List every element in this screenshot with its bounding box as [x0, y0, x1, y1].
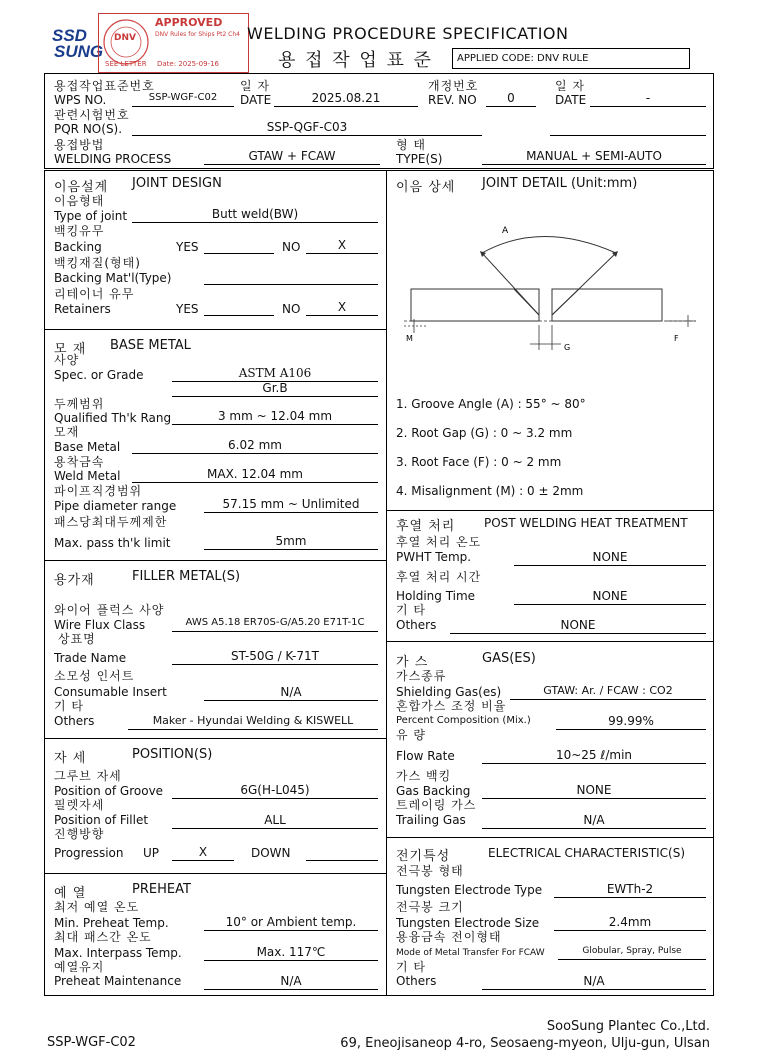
thickness-label-ko: 두께범위 — [54, 397, 105, 411]
stamp-date: Date: 2025-09-16 — [157, 60, 219, 68]
spec-value-1: ASTM A106 — [172, 366, 378, 382]
label-m: M — [406, 334, 413, 343]
label-g: G — [564, 343, 571, 352]
label-a: A — [502, 226, 509, 236]
pwht-temp-label: PWHT Temp. — [396, 550, 472, 564]
stamp-dnv: DNV — [114, 33, 136, 43]
backing-yes-label: YES — [176, 240, 199, 254]
pwht-others-label: Others — [396, 618, 437, 632]
pwht-heading: POST WELDING HEAT TREATMENT — [484, 516, 688, 530]
stamp-see-letter: SEE LETTER — [105, 60, 147, 68]
gas-heading-ko: 가 스 — [396, 655, 429, 670]
electrical-heading-ko: 전기특성 — [396, 849, 451, 864]
divider-left-3 — [44, 738, 386, 739]
weld-metal-label: Weld Metal — [54, 469, 121, 483]
joint-detail-heading: JOINT DETAIL (Unit:mm) — [482, 176, 638, 191]
retainers-yes-label: YES — [176, 302, 199, 316]
rev-no-label-ko: 개정번호 — [428, 79, 479, 93]
fillet-position-label-ko: 필렛자세 — [54, 798, 105, 812]
footer-address: 69, Eneojisaneop 4-ro, Seosaeng-myeon, Ulju-gun, Ulsan — [340, 1036, 710, 1051]
percent-comp-value: 99.99% — [556, 714, 706, 730]
process-value: GTAW + FCAW — [204, 149, 380, 165]
min-preheat-label-ko: 최저 예열 온도 — [54, 900, 140, 914]
divider-right-1 — [386, 510, 714, 511]
backing-yes-value — [204, 238, 274, 254]
thickness-label: Qualified Th'k Rang — [54, 411, 172, 425]
type-value: MANUAL + SEMI-AUTO — [482, 149, 706, 165]
progression-down-value — [306, 845, 378, 861]
groove-position-label-ko: 그루브 자세 — [54, 769, 122, 783]
weld-metal-label-ko: 용착금속 — [54, 455, 105, 469]
note-groove-angle: 1. Groove Angle (A) : 55° ~ 80° — [396, 397, 586, 411]
center-divider — [386, 170, 387, 996]
wire-flux-value: AWS A5.18 ER70S-G/A5.20 E71T-1C — [172, 616, 378, 632]
date1-label: DATE — [240, 93, 272, 107]
divider-right-2 — [386, 641, 714, 642]
flow-rate-label: Flow Rate — [396, 749, 455, 763]
divider-left-4 — [44, 873, 386, 874]
electrode-type-label-ko: 전극봉 형태 — [396, 864, 464, 878]
rev-no-value: 0 — [486, 91, 536, 107]
electrical-others-label-ko: 기 타 — [396, 960, 426, 974]
wire-flux-label: Wire Flux Class — [54, 618, 146, 632]
pipe-range-label-ko: 파이프직경범위 — [54, 484, 143, 498]
date2-value: - — [590, 91, 706, 107]
pwht-others-label-ko: 기 타 — [396, 603, 426, 617]
min-preheat-value: 10° or Ambient temp. — [204, 915, 378, 931]
pwht-others-value: NONE — [450, 618, 706, 634]
date1-value: 2025.08.21 — [274, 91, 418, 107]
preheat-heading: PREHEAT — [132, 882, 191, 897]
metal-transfer-value: Globular, Spray, Pulse — [558, 944, 706, 960]
insert-value: N/A — [204, 685, 378, 701]
pqr-no-label: PQR NO(S). — [54, 122, 123, 136]
type-label: TYPE(S) — [396, 152, 443, 166]
groove-position-value: 6G(H-L045) — [172, 783, 378, 799]
min-preheat-label: Min. Preheat Temp. — [54, 916, 169, 930]
footer-doc-no: SSP-WGF-C02 — [47, 1035, 136, 1050]
spec-label-ko: 사양 — [54, 353, 80, 367]
spec-label: Spec. or Grade — [54, 368, 144, 382]
title-ko: 용 접 작 업 표 준 — [278, 50, 433, 71]
gas-backing-label: Gas Backing — [396, 784, 471, 798]
footer-company: SooSung Plantec Co.,Ltd. — [546, 1019, 710, 1034]
pqr-no-extra-line — [550, 120, 706, 136]
gas-backing-value: NONE — [482, 783, 706, 799]
fillet-position-value: ALL — [172, 813, 378, 829]
preheat-maint-label: Preheat Maintenance — [54, 974, 182, 988]
joint-design-heading: JOINT DESIGN — [132, 176, 222, 191]
backing-no-label: NO — [282, 240, 301, 254]
position-heading: POSITION(S) — [132, 747, 213, 762]
retainers-label: Retainers — [54, 302, 111, 316]
electrode-size-value: 2.4mm — [554, 915, 706, 931]
shielding-gas-label: Shielding Gas(es) — [396, 685, 502, 699]
pipe-range-label: Pipe diameter range — [54, 499, 177, 513]
base-metal-heading: BASE METAL — [110, 338, 191, 353]
title-en: WELDING PROCEDURE SPECIFICATION — [247, 24, 569, 43]
wps-no-value: SSP-WGF-C02 — [132, 91, 234, 107]
process-label-ko: 용접방법 — [54, 138, 105, 152]
electrical-heading: ELECTRICAL CHARACTERISTIC(S) — [488, 846, 685, 860]
retainers-no-label: NO — [282, 302, 301, 316]
backing-no-value: X — [306, 238, 378, 254]
filler-others-value: Maker - Hyundai Welding & KISWELL — [128, 714, 378, 730]
trailing-gas-label-ko: 트레이링 가스 — [396, 798, 477, 812]
trade-name-value: ST-50G / K-71T — [172, 649, 378, 665]
preheat-heading-ko: 예 열 — [54, 886, 87, 901]
max-interpass-value: Max. 117℃ — [204, 945, 378, 961]
progression-up-value: X — [172, 845, 234, 861]
rev-no-label: REV. NO — [428, 93, 477, 107]
retainers-label-ko: 리테이너 유무 — [54, 287, 135, 301]
divider-left-1 — [44, 329, 386, 330]
electrode-size-label: Tungsten Electrode Size — [396, 916, 540, 930]
max-pass-label: Max. pass th'k limit — [54, 536, 171, 550]
filler-others-label: Others — [54, 714, 95, 728]
stamp-rules: DNV Rules for Ships Pt2 Ch4 — [155, 31, 240, 38]
percent-comp-label-ko: 혼합가스 조정 비율 — [396, 699, 507, 713]
gas-backing-label-ko: 가스 백킹 — [396, 769, 452, 783]
percent-comp-label: Percent Composition (Mix.) — [396, 715, 531, 726]
pwht-temp-label-ko: 후열 처리 온도 — [396, 535, 482, 549]
groove-position-label: Position of Groove — [54, 784, 164, 798]
preheat-maint-label-ko: 예열유지 — [54, 960, 105, 974]
joint-detail-diagram — [396, 215, 706, 365]
logo-text-top: SSD — [52, 26, 87, 45]
backing-label: Backing — [54, 240, 102, 254]
progression-down-label: DOWN — [251, 846, 291, 860]
holding-time-label: Holding Time — [396, 589, 476, 603]
joint-design-heading-ko: 이음설계 — [54, 180, 109, 195]
metal-transfer-label-ko: 용융금속 전이형태 — [396, 930, 502, 944]
insert-label-ko: 소모성 인서트 — [54, 669, 135, 683]
base-metal-label: Base Metal — [54, 440, 121, 454]
stamp-approved: APPROVED — [155, 16, 223, 29]
wps-no-label-ko: 용접작업표준번호 — [54, 79, 155, 93]
base-metal-heading-ko: 모 재 — [54, 342, 87, 357]
progression-label: Progression — [54, 846, 124, 860]
wire-flux-label-ko: 와이어 플럭스 사양 — [54, 603, 165, 617]
logo-text-bottom: SUNG — [54, 42, 104, 61]
joint-type-label-ko: 이음형태 — [54, 194, 105, 208]
electrical-others-label: Others — [396, 974, 437, 988]
base-metal-label-ko: 모재 — [54, 425, 80, 439]
backing-label-ko: 백킹유무 — [54, 224, 105, 238]
max-pass-value: 5mm — [204, 534, 378, 550]
wps-no-label: WPS NO. — [54, 93, 107, 107]
electrode-type-value: EWTh-2 — [554, 882, 706, 898]
progression-up-label: UP — [143, 846, 160, 860]
trailing-gas-value: N/A — [482, 813, 706, 829]
holding-time-label-ko: 후열 처리 시간 — [396, 570, 482, 584]
applied-code: APPLIED CODE: DNV RULE — [452, 48, 690, 69]
pipe-range-value: 57.15 mm ~ Unlimited — [204, 497, 378, 513]
base-metal-value: 6.02 mm — [132, 438, 378, 454]
note-root-gap: 2. Root Gap (G) : 0 ~ 3.2 mm — [396, 426, 573, 440]
divider-left-2 — [44, 560, 386, 561]
filler-heading: FILLER METAL(S) — [132, 569, 241, 584]
date1-label-ko: 일 자 — [240, 79, 270, 93]
max-interpass-label: Max. Interpass Temp. — [54, 946, 182, 960]
date2-label: DATE — [555, 93, 587, 107]
retainers-no-value: X — [306, 300, 378, 316]
fillet-position-label: Position of Fillet — [54, 813, 149, 827]
max-interpass-label-ko: 최대 패스간 온도 — [54, 930, 152, 944]
trailing-gas-label: Trailing Gas — [396, 813, 466, 827]
position-heading-ko: 자 세 — [54, 751, 87, 766]
backing-mat-value — [204, 269, 378, 285]
electrode-size-label-ko: 전극봉 크기 — [396, 900, 464, 914]
pwht-heading-ko: 후열 처리 — [396, 519, 456, 534]
note-root-face: 3. Root Face (F) : 0 ~ 2 mm — [396, 455, 562, 469]
trade-name-label-ko: 상표명 — [58, 632, 96, 646]
max-pass-label-ko: 패스당최대두께제한 — [54, 515, 168, 529]
type-label-ko: 형 태 — [396, 138, 426, 152]
approval-stamp — [98, 13, 249, 73]
pqr-no-label-ko: 관련시험번호 — [54, 108, 130, 122]
gas-heading: GAS(ES) — [482, 651, 536, 666]
flow-rate-label-ko: 유 량 — [396, 728, 426, 742]
pqr-no-value: SSP-QGF-C03 — [132, 120, 482, 136]
holding-time-value: NONE — [514, 589, 706, 605]
shielding-gas-value: GTAW: Ar. / FCAW : CO2 — [510, 684, 706, 700]
trade-name-label: Trade Name — [54, 651, 127, 665]
shielding-gas-label-ko: 가스종류 — [396, 669, 447, 683]
date2-label-ko: 일 자 — [555, 79, 585, 93]
pwht-temp-value: NONE — [514, 550, 706, 566]
electrical-others-value: N/A — [482, 974, 706, 990]
joint-type-value: Butt weld(BW) — [132, 207, 378, 223]
divider-right-3 — [386, 837, 714, 838]
flow-rate-value: 10~25 ℓ/min — [482, 748, 706, 764]
groove-angle-arc — [482, 237, 616, 254]
electrode-type-label: Tungsten Electrode Type — [396, 883, 543, 897]
filler-heading-ko: 용가재 — [54, 573, 95, 588]
note-misalignment: 4. Misalignment (M) : 0 ± 2mm — [396, 484, 584, 498]
joint-detail-heading-ko: 이음 상세 — [396, 180, 456, 195]
progression-label-ko: 진행방향 — [54, 827, 105, 841]
process-label: WELDING PROCESS — [54, 152, 172, 166]
joint-type-label: Type of joint — [54, 209, 128, 223]
metal-transfer-label: Mode of Metal Transfer For FCAW — [396, 948, 545, 958]
backing-mat-label-ko: 백킹재질(형태) — [54, 256, 141, 270]
thickness-value: 3 mm ~ 12.04 mm — [172, 409, 378, 425]
right-plate — [552, 289, 662, 321]
company-logo — [52, 26, 104, 60]
preheat-maint-value: N/A — [204, 974, 378, 990]
spec-value-2: Gr.B — [172, 381, 378, 397]
retainers-yes-value — [204, 300, 274, 316]
backing-mat-label: Backing Mat'l(Type) — [54, 271, 172, 285]
weld-metal-value: MAX. 12.04 mm — [132, 467, 378, 483]
filler-others-label-ko: 기 타 — [54, 699, 84, 713]
insert-label: Consumable Insert — [54, 685, 167, 699]
label-f: F — [674, 334, 679, 343]
